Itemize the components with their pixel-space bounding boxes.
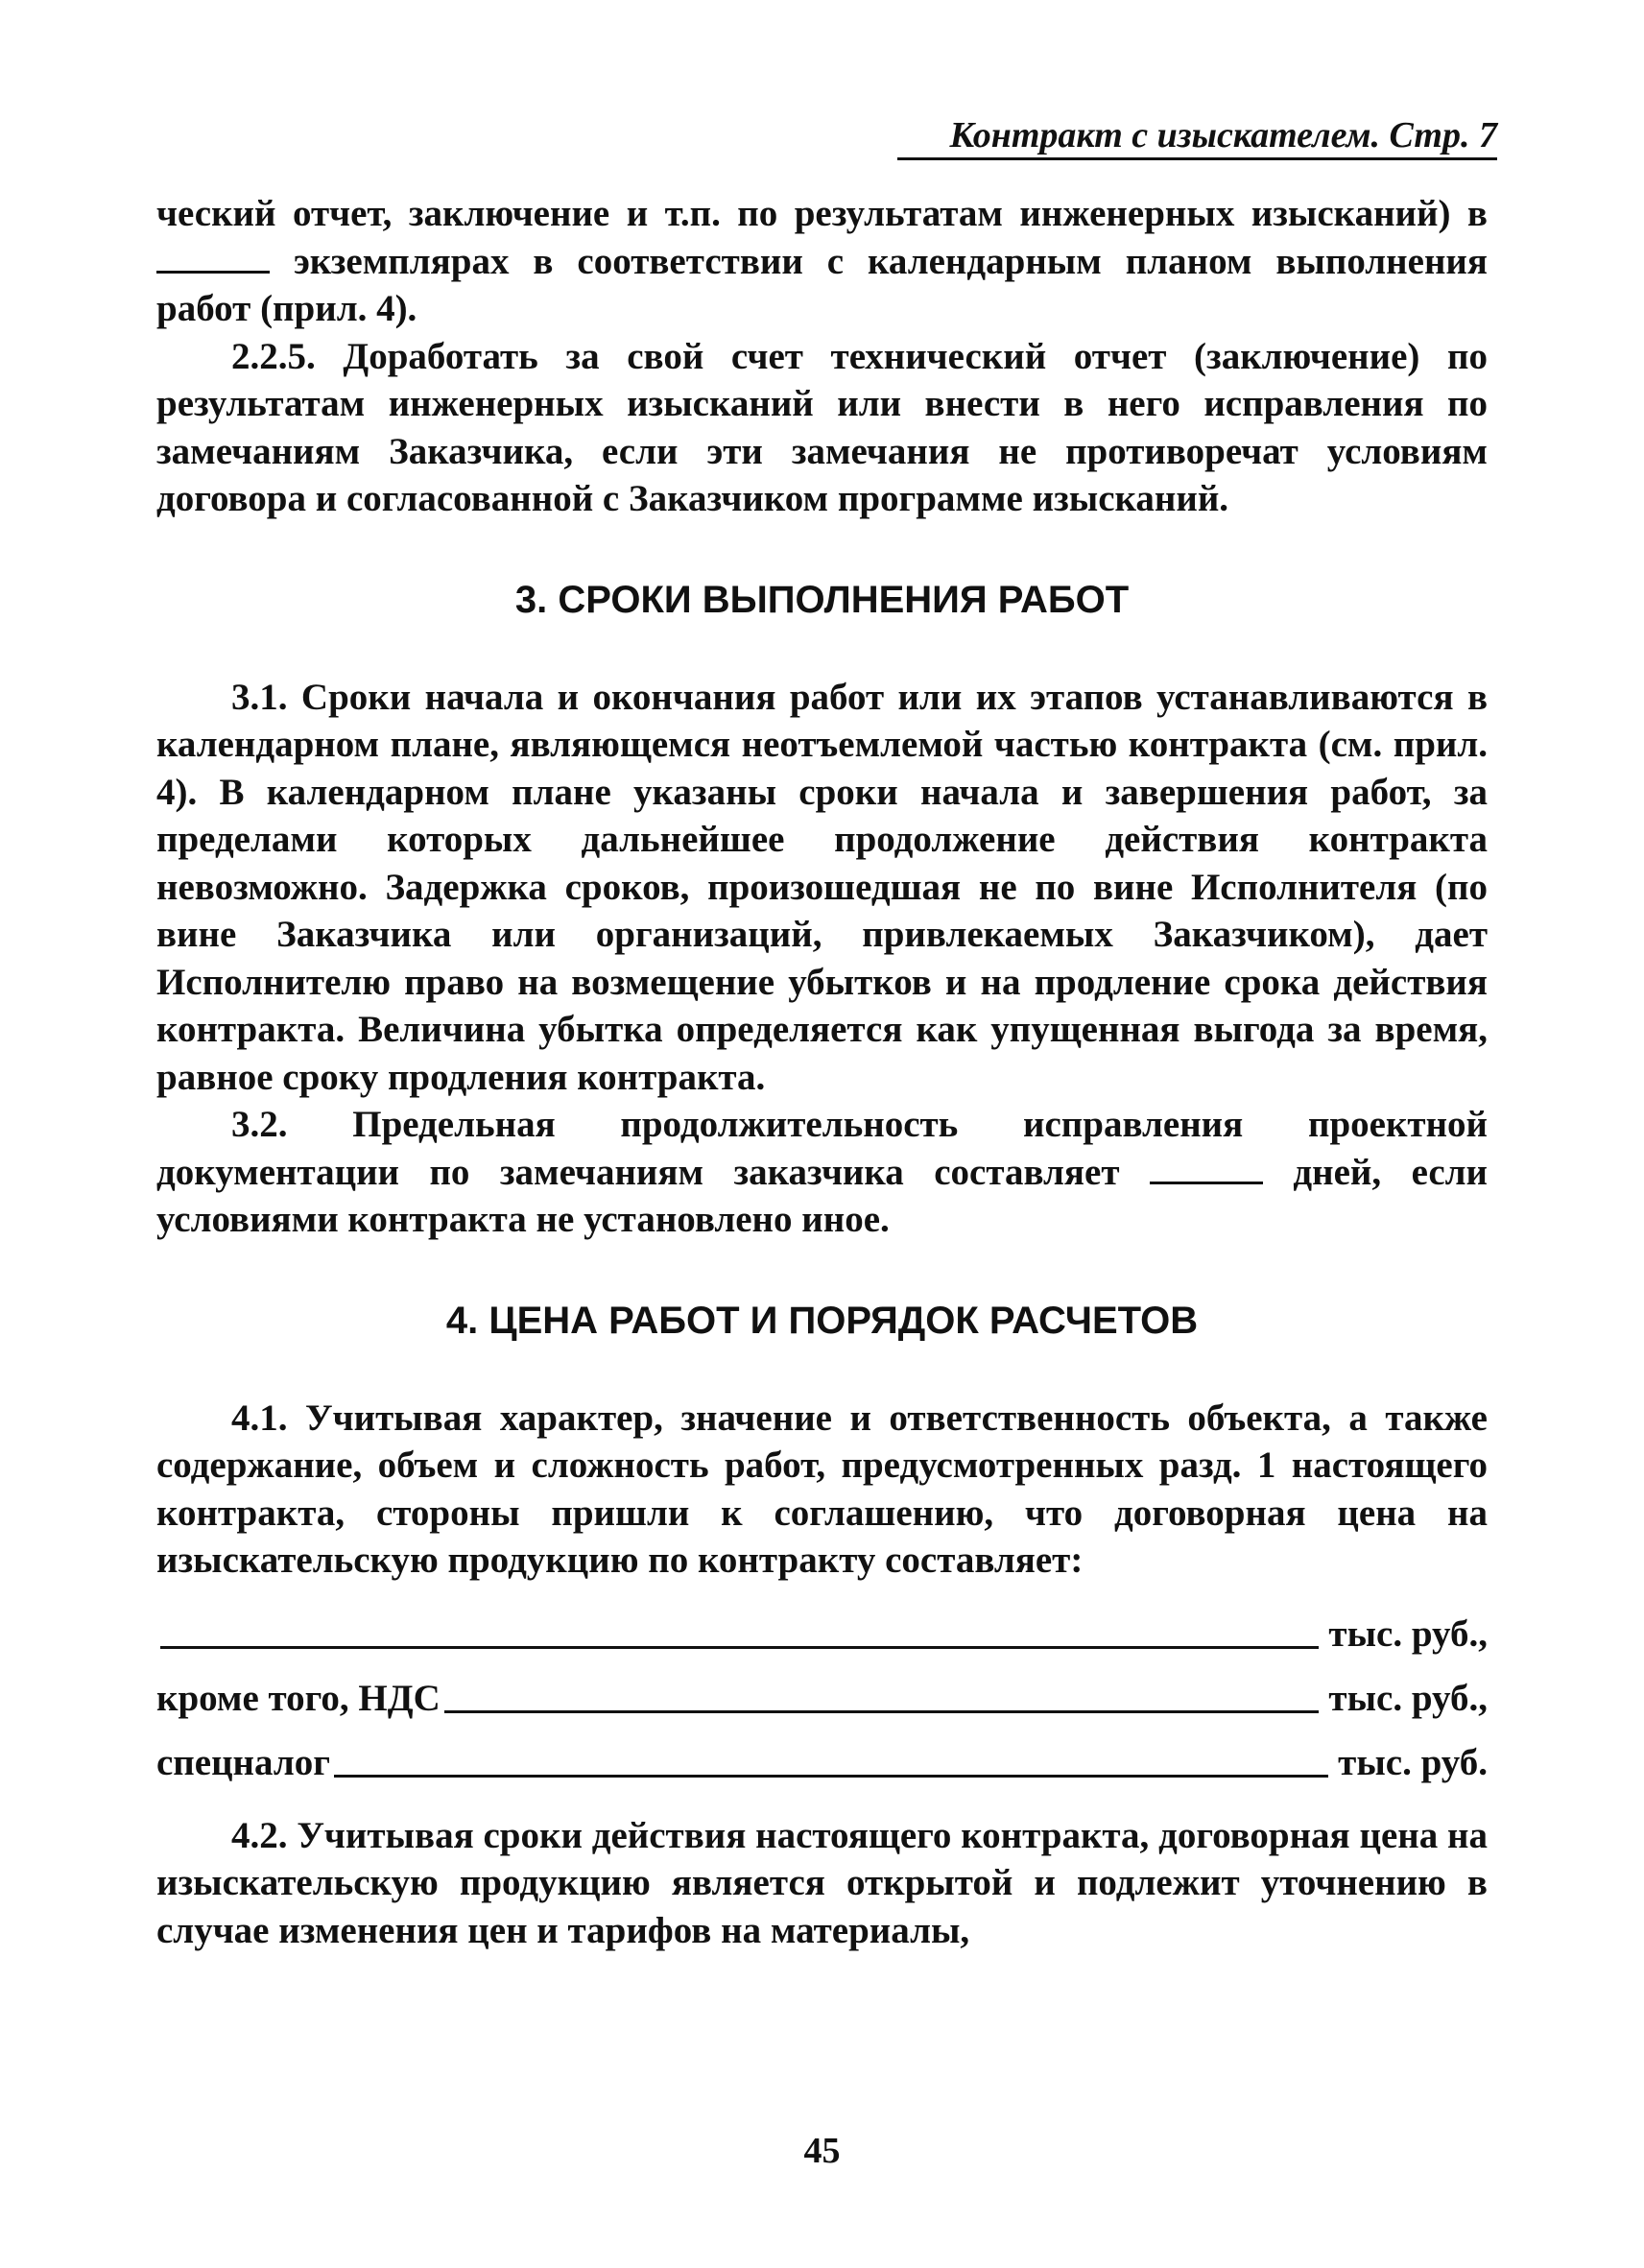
price-line-unit: тыс. руб.	[1338, 1742, 1488, 1783]
intro-text-part1: ческий отчет, заключение и т.п. по результатам инженерных изысканий) в	[156, 193, 1488, 234]
page-number: 45	[803, 2131, 841, 2171]
price-line-unit: тыс. руб.,	[1328, 1613, 1488, 1655]
clause-text: Учитывая сроки действия настоящего контракта, договорная цена на изыскательскую продукцию является открытой и подлежит уточнению в случае изменения цен и тарифов на материалы,	[156, 1814, 1488, 1951]
vat-amount-blank	[444, 1710, 1320, 1713]
clause-number: 4.1.	[231, 1397, 288, 1439]
price-line-label: спецналог	[156, 1742, 330, 1783]
clause-text-after: дней, если условиями контракта не установлено иное.	[156, 1151, 1489, 1240]
copies-count-blank	[156, 238, 270, 274]
price-lines	[156, 1594, 1488, 1787]
price-amount-blank	[160, 1646, 1319, 1649]
clause-2-2-5	[156, 333, 1488, 523]
price-line-total	[156, 1594, 1488, 1659]
clause-number: 2.2.5.	[231, 335, 316, 377]
section-4-heading: 4. ЦЕНА РАБОТ И ПОРЯДОК РАСЧЕТОВ	[445, 1299, 1199, 1342]
clause-4-1	[156, 1395, 1488, 1585]
price-line-unit: тыс. руб.,	[1328, 1678, 1488, 1719]
clause-number: 4.2.	[231, 1814, 288, 1856]
page-body	[156, 190, 1488, 1954]
section-3-heading: 3. СРОКИ ВЫПОЛНЕНИЯ РАБОТ	[514, 578, 1130, 621]
price-line-vat	[156, 1659, 1488, 1723]
running-head: Контракт с изыскателем. Стр. 7	[897, 113, 1497, 160]
price-line-label: кроме того, НДС	[156, 1678, 441, 1719]
clause-text-before: Предельная продолжительность исправления проектной документации по замечаниям заказчика составляет	[156, 1104, 1489, 1193]
price-line-special-tax	[156, 1723, 1488, 1787]
intro-text-part2: экземплярах в соответствии с календарным планом выполнения работ (прил. 4).	[156, 240, 1489, 329]
clause-text: Доработать за свой счет технический отчет (заключение) по результатам инженерных изысканий или внести в него исправления по замечаниям Заказчика, если эти замечания не противоречат условиям договора и согласованной с Заказчиком программе изысканий.	[156, 335, 1489, 519]
special-tax-amount-blank	[334, 1775, 1328, 1778]
clause-number: 3.1.	[231, 676, 288, 718]
clause-3-2	[156, 1101, 1488, 1244]
clause-number: 3.2.	[231, 1104, 288, 1145]
intro-paragraph	[156, 190, 1488, 333]
days-count-blank	[1150, 1149, 1263, 1184]
clause-4-2	[156, 1812, 1488, 1955]
clause-text: Учитывая характер, значение и ответственность объекта, а также содержание, объем и сложность работ, предусмотренных разд. 1 настоящего контракта, стороны пришли к соглашению, что договорная цена на изыскательскую продукцию по контракту составляет:	[156, 1397, 1488, 1581]
clause-3-1	[156, 674, 1488, 1102]
clause-text: Сроки начала и окончания работ или их этапов устанавливаются в календарном плане, являющемся неотъемлемой частью контракта (см. прил. 4). В календарном плане указаны сроки начала и завершения работ, за пределами которых дальнейшее продолжение действия контракта невозможно. Задержка сроков, произошедшая не по вине Исполнителя (по вине Заказчика или организаций, привлекаемых Заказчиком), дает Исполнителю право на возмещение убытков и на продление срока действия контракта. Величина убытка определяется как упущенная выгода за время, равное сроку продления контракта.	[156, 676, 1489, 1098]
